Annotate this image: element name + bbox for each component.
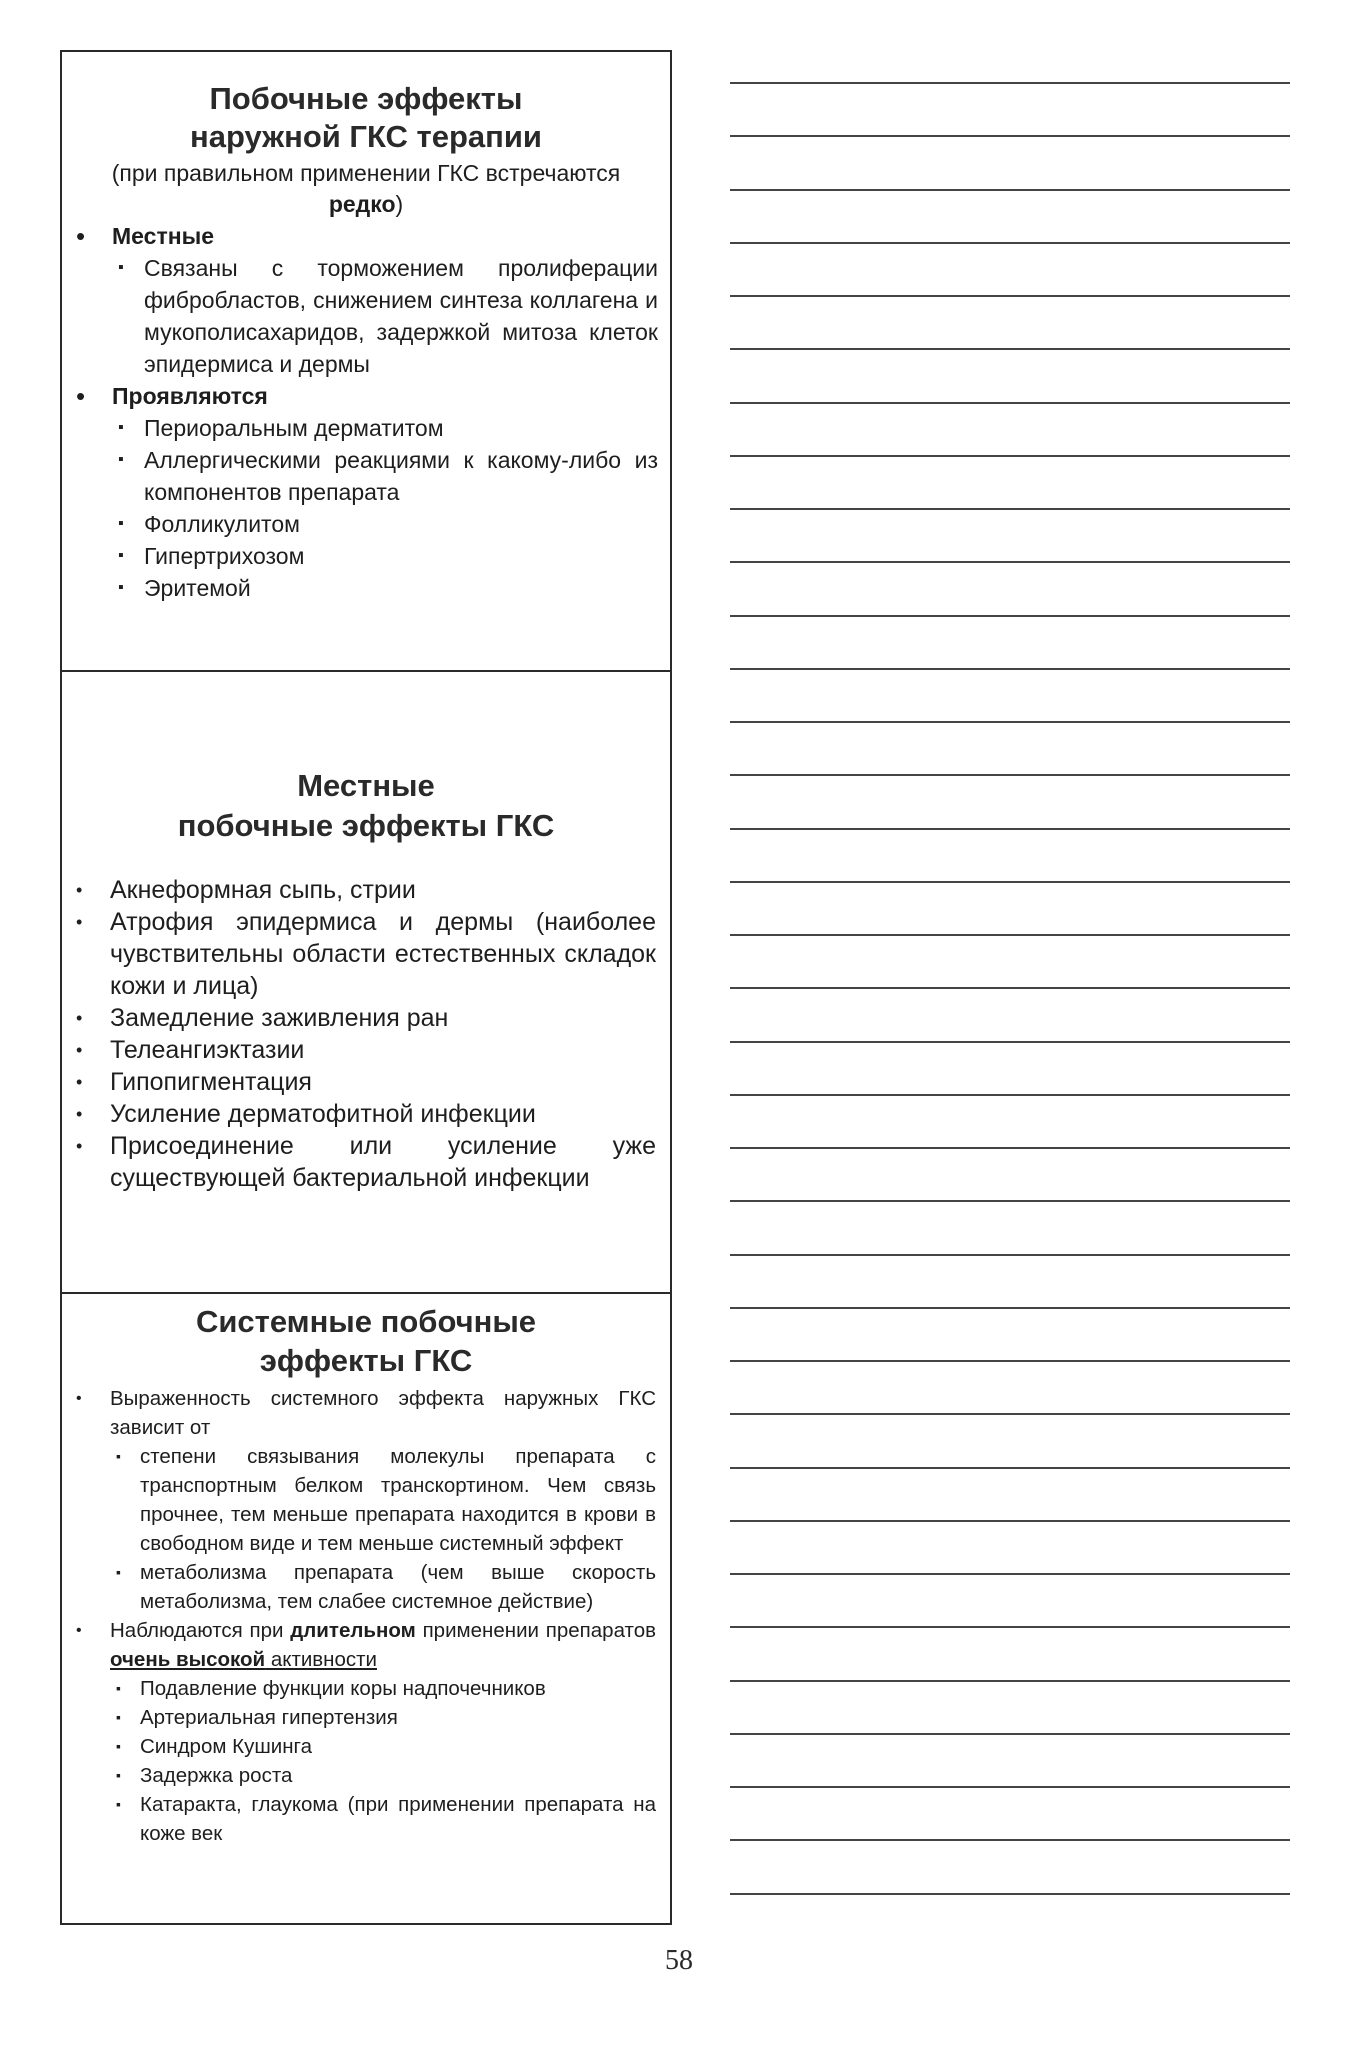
panel1-title [62,52,670,156]
page-number: 58 [665,1945,693,1976]
severity-sublist [110,1442,656,1616]
note-line [730,561,1290,563]
note-line [730,295,1290,297]
sub-item: ▪ Периоральным дерматитом [112,412,670,444]
panel-topical-side-effects [62,52,670,672]
note-line [730,1733,1290,1735]
panel-systemic-side-effects [62,1294,670,1925]
sub-item: ▪ Задержка роста [110,1761,656,1790]
local-sublist [112,252,670,380]
panel1-list [62,220,670,604]
sub-item: ▪ степени связывания молекулы препарата с транспортным белком транскортином. Чем связь прочнее, тем меньше препарата находится в крови в свободном виде и тем меньше системный эффект [110,1442,656,1558]
note-line [730,1839,1290,1841]
list-item-severity [62,1384,670,1616]
note-line [730,721,1290,723]
note-line [730,987,1290,989]
note-line [730,82,1290,84]
note-line [730,1786,1290,1788]
note-line [730,455,1290,457]
note-line [730,1467,1290,1469]
note-line [730,242,1290,244]
note-line [730,1254,1290,1256]
note-line [730,1360,1290,1362]
note-line [730,1200,1290,1202]
list-item: • Присоединение или усиление уже существующей бактериальной инфекции [62,1130,670,1194]
panel3-list [62,1384,670,1848]
panel3-title-line2: эффекты ГКС [259,1343,473,1378]
panel3-title-line1: Системные побочные [195,1304,537,1339]
note-line [730,1041,1290,1043]
note-line [730,1094,1290,1096]
note-line [730,1626,1290,1628]
sub-item: ▪ Аллергическими реакциями к какому-либо из компонентов препарата [112,444,670,508]
list-item-manifest [62,380,670,604]
sub-item: ▪ Фолликулитом [112,508,670,540]
sub-item: ▪ Катаракта, глаукома (при применении препарата на коже век [110,1790,656,1848]
note-line [730,1520,1290,1522]
panel2-title-line2: побочные эффекты ГКС [177,808,555,843]
note-line [730,348,1290,350]
note-line [730,189,1290,191]
note-line [730,135,1290,137]
note-line [730,1680,1290,1682]
panel2-list [62,874,670,1194]
note-line [730,1893,1290,1895]
panel1-subtitle-pre: (при правильном применении ГКС встречаются [111,160,621,186]
severity-text: Выраженность системного эффекта наружных ГКС зависит от [110,1387,656,1439]
panel2-title-line1: Местные [297,768,435,803]
note-line [730,934,1290,936]
sub-item: ▪ Гипертрихозом [112,540,670,572]
note-line [730,1413,1290,1415]
panel3-title [62,1294,670,1380]
list-item-observed [62,1616,670,1848]
note-line [730,615,1290,617]
observed-bold: длительном [290,1619,416,1642]
sub-item: ▪ Подавление функции коры надпочечников [110,1674,656,1703]
list-item: • Замедление заживления ран [62,1002,670,1034]
panel-local-side-effects [62,672,670,1294]
panel1-subtitle-bold: редко [328,191,396,217]
local-label: Местные [112,223,215,249]
ruled-note-lines [730,0,1290,1900]
observed-mid: применении препаратов [415,1619,656,1642]
observed-bold-underline: очень высокой [110,1648,266,1671]
panel1-subtitle-post: ) [395,191,404,217]
panel1-title-line2: наружной ГКС терапии [190,119,542,154]
manifest-label: Проявляются [112,383,268,409]
notes-column [60,50,672,1925]
note-line [730,1147,1290,1149]
note-line [730,774,1290,776]
sub-item: ▪ Синдром Кушинга [110,1732,656,1761]
note-line [730,668,1290,670]
list-item: • Телеангиэктазии [62,1034,670,1066]
sub-item: ▪ метаболизма препарата (чем выше скорость метаболизма, тем слабее системное действие) [110,1558,656,1616]
panel2-title [62,672,670,846]
observed-pre: Наблюдаются при [110,1619,291,1642]
observed-underline: активности [265,1648,377,1671]
list-item: • Усиление дерматофитной инфекции [62,1098,670,1130]
observed-sublist [110,1674,656,1848]
list-item: • Гипопигментация [62,1066,670,1098]
list-item: • Акнеформная сыпь, стрии [62,874,670,906]
note-line [730,881,1290,883]
note-line [730,828,1290,830]
note-line [730,402,1290,404]
manifest-sublist [112,412,670,604]
note-line [730,1573,1290,1575]
list-item-local [62,220,670,380]
note-line [730,1307,1290,1309]
sub-item: ▪ Артериальная гипертензия [110,1703,656,1732]
note-line [730,508,1290,510]
panel1-title-line1: Побочные эффекты [209,81,523,116]
list-item: • Атрофия эпидермиса и дермы (наиболее чувствительны области естественных складок кожи и лица) [62,906,670,1002]
panel1-subtitle [82,158,650,220]
sub-item: ▪ Связаны с торможением пролиферации фибробластов, снижением синтеза коллагена и мукополисахаридов, задержкой митоза клеток эпидермиса и дермы [112,252,670,380]
sub-item: ▪ Эритемой [112,572,670,604]
